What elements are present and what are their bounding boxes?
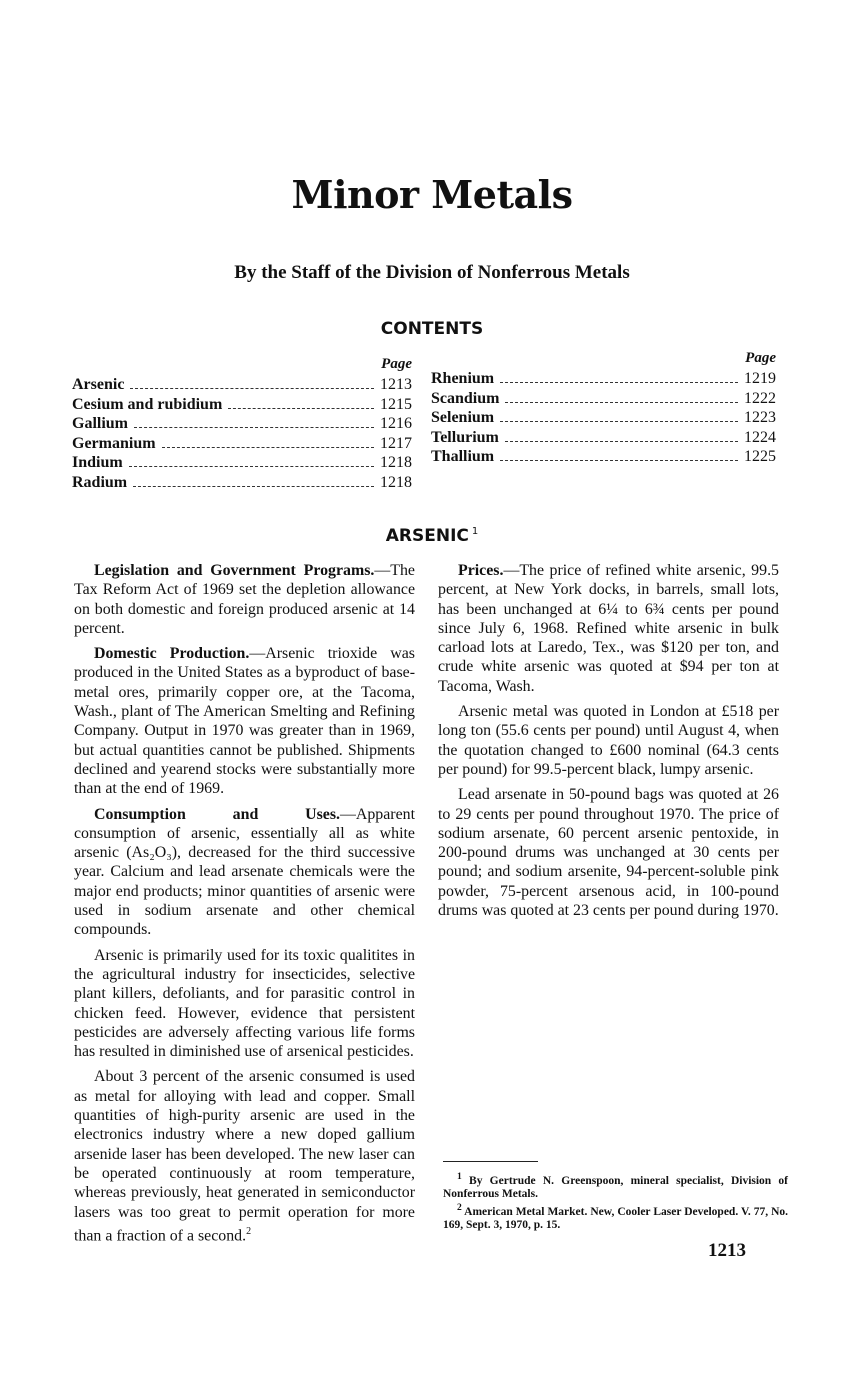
footnote-text: By Gertrude N. Greenspoon, mineral specialist, Division of Nonferrous Metals.: [443, 1174, 789, 1200]
toc-entry: [72, 414, 412, 434]
toc-entry-page: 1222: [744, 389, 776, 407]
section-heading: [0, 526, 864, 546]
toc-right-column: [431, 348, 776, 467]
toc-entry-page: 1216: [380, 415, 412, 432]
toc-entry-name: Radium: [72, 473, 128, 491]
toc-leader: [133, 486, 374, 487]
toc-entry-name: Tellurium: [431, 428, 499, 446]
runin-heading: Consumption and Uses.: [94, 805, 340, 823]
footnote-marker: 1: [471, 526, 479, 538]
paragraph-lead-arsenate: Lead arsenate in 50-pound bags was quoted at 26 to 29 cents per pound throughout 1970. The price of sodium arsenate, 60 percent arsenic pentoxide, in 200-pound drums was unchanged at 30 cents per pound; and sodium arsenite, 94-percent-soluble pink powder, 75-percent arsenous acid, in 100-pound drums was quoted at 23 cents per pound during 1970.: [438, 786, 779, 920]
toc-entry-name: Selenium: [431, 409, 495, 426]
toc-entry-name: Scandium: [431, 389, 500, 407]
footnote-number: 1: [457, 1171, 462, 1182]
footnote-marker: 2: [246, 1225, 252, 1237]
toc-entry-page: 1219: [744, 370, 776, 387]
page-title: Minor Metals: [291, 172, 573, 217]
toc-entry: [72, 473, 412, 493]
paragraph-legislation: [74, 561, 415, 638]
toc-entry: [72, 434, 412, 454]
toc-entry-page: 1218: [380, 473, 412, 491]
toc-entry: [72, 375, 412, 395]
page-number: 1213: [708, 1240, 746, 1261]
runin-heading: Prices.: [458, 562, 504, 579]
section-heading-text: ARSENIC: [385, 526, 469, 546]
toc-entry-name: Germanium: [72, 434, 156, 452]
toc-entry-name: Arsenic: [72, 376, 125, 393]
toc-entry-page: 1225: [744, 448, 776, 465]
toc-entry-page: 1223: [744, 409, 776, 426]
paragraph-london: Arsenic metal was quoted in London at £518 per long ton (55.6 cents per pound) until August 4, when the quotation changed to £600 nominal (64.3 cents per pound) for 99.5-percent black, lumpy arsenic.: [438, 703, 779, 778]
toc-leader: [130, 388, 374, 389]
toc-entry: [431, 369, 776, 389]
toc-leader: [129, 466, 374, 467]
footnotes: [443, 1170, 788, 1232]
toc-leader: [500, 460, 738, 461]
toc-entry-page: 1218: [380, 454, 412, 471]
paragraph-domestic-production: [74, 644, 415, 798]
toc-left-column: [72, 354, 412, 492]
paragraph-prices: [438, 561, 779, 696]
toc-leader: [505, 402, 738, 403]
toc-entry: [431, 389, 776, 409]
toc-leader: [505, 441, 738, 442]
toc-entry: [431, 447, 776, 467]
runin-heading: Legislation and Government Programs.: [94, 562, 375, 579]
footnote: [443, 1201, 788, 1232]
toc-entry-page: 1224: [744, 428, 776, 446]
paragraph-uses: Arsenic is primarily used for its toxic qualitites in the agricultural industry for insecticides, selective plant killers, defoliants, and for parasitic control in chicken feed. However, evidence that persistent pesticides are adversely affecting various life forms has resulted in diminished use of arsenical pesticides.: [74, 946, 415, 1061]
paragraph-text: —The Tax Reform Act of 1969 set the depletion allowance on both domestic and foreign produced arsenic at 14 percent.: [74, 562, 415, 637]
paragraph-text: —Apparent consumption of arsenic, essentially all as white arsenic (As₂O₃), decreased for the third successive year. Calcium and lead arsenate chemicals were the major end products; minor quantities of arsenic were used in sodium arsenate and other chemical compounds.: [74, 805, 415, 939]
runin-heading: Domestic Production.: [94, 645, 250, 663]
paragraph-text: —Arsenic trioxide was produced in the United States as a byproduct of base-metal ores, primarily copper ore, at the Tacoma, Wash., plant of The American Smelting and Refining Company. Output in 1970 was greater than in 1969, but actual quantities cannot be published. Shipments declined and yearend stocks were substantially more than at the end of 1969.: [74, 645, 415, 798]
toc-entry-name: Cesium and rubidium: [72, 395, 223, 413]
toc-entry: [431, 408, 776, 428]
toc-entry: [72, 453, 412, 473]
right-text-column: [438, 561, 779, 926]
contents-heading: CONTENTS: [380, 319, 484, 339]
footnote: [443, 1170, 788, 1201]
byline: By the Staff of the Division of Nonferrous Metals: [234, 262, 630, 283]
left-text-column: [74, 561, 415, 1251]
paragraph-text: About 3 percent of the arsenic consumed is used as metal for alloying with lead and copper. Small quantities of high-purity arsenic are used in the electronics industry where a new doped gallium arsenide laser has been developed. The new laser can be operated continuously at room temperature, whereas previously, heat generated in semiconductor lasers was too great to permit operation for more than a fraction of a second.: [74, 1068, 415, 1245]
toc-leader: [500, 382, 738, 383]
footnote-text: American Metal Market. New, Cooler Laser Developed. V. 77, No. 169, Sept. 3, 1970, p. 15.: [443, 1205, 788, 1231]
toc-entry-page: 1217: [380, 434, 412, 452]
toc-leader: [228, 408, 374, 409]
toc-entry-page: 1213: [380, 376, 412, 393]
footnote-divider: [443, 1161, 538, 1162]
paragraph-text: —The price of refined white arsenic, 99.5 percent, at New York docks, in barrels, small lots, has been unchanged at 6¼ to 6¾ cents per pound since July 6, 1968. Refined white arsenic in bulk carload lots at Laredo, Tex., was $120 per ton, and crude white arsenic was quoted at $94 per ton at Tacoma, Wash.: [438, 562, 779, 695]
toc-leader: [162, 447, 374, 448]
toc-leader: [500, 421, 738, 422]
paragraph-metal: [74, 1067, 415, 1245]
toc-leader: [134, 427, 374, 428]
toc-entry-name: Rhenium: [431, 370, 495, 387]
toc-entry-name: Gallium: [72, 415, 129, 432]
toc-page-label: Page: [745, 350, 776, 366]
toc-entry-name: Thallium: [431, 448, 495, 465]
toc-entry: [431, 428, 776, 448]
paragraph-consumption: [74, 805, 415, 940]
toc-page-label: Page: [381, 356, 412, 372]
toc-entry: [72, 395, 412, 415]
footnote-number: 2: [457, 1201, 462, 1213]
toc-entry-name: Indium: [72, 454, 123, 471]
toc-entry-page: 1215: [380, 395, 412, 413]
